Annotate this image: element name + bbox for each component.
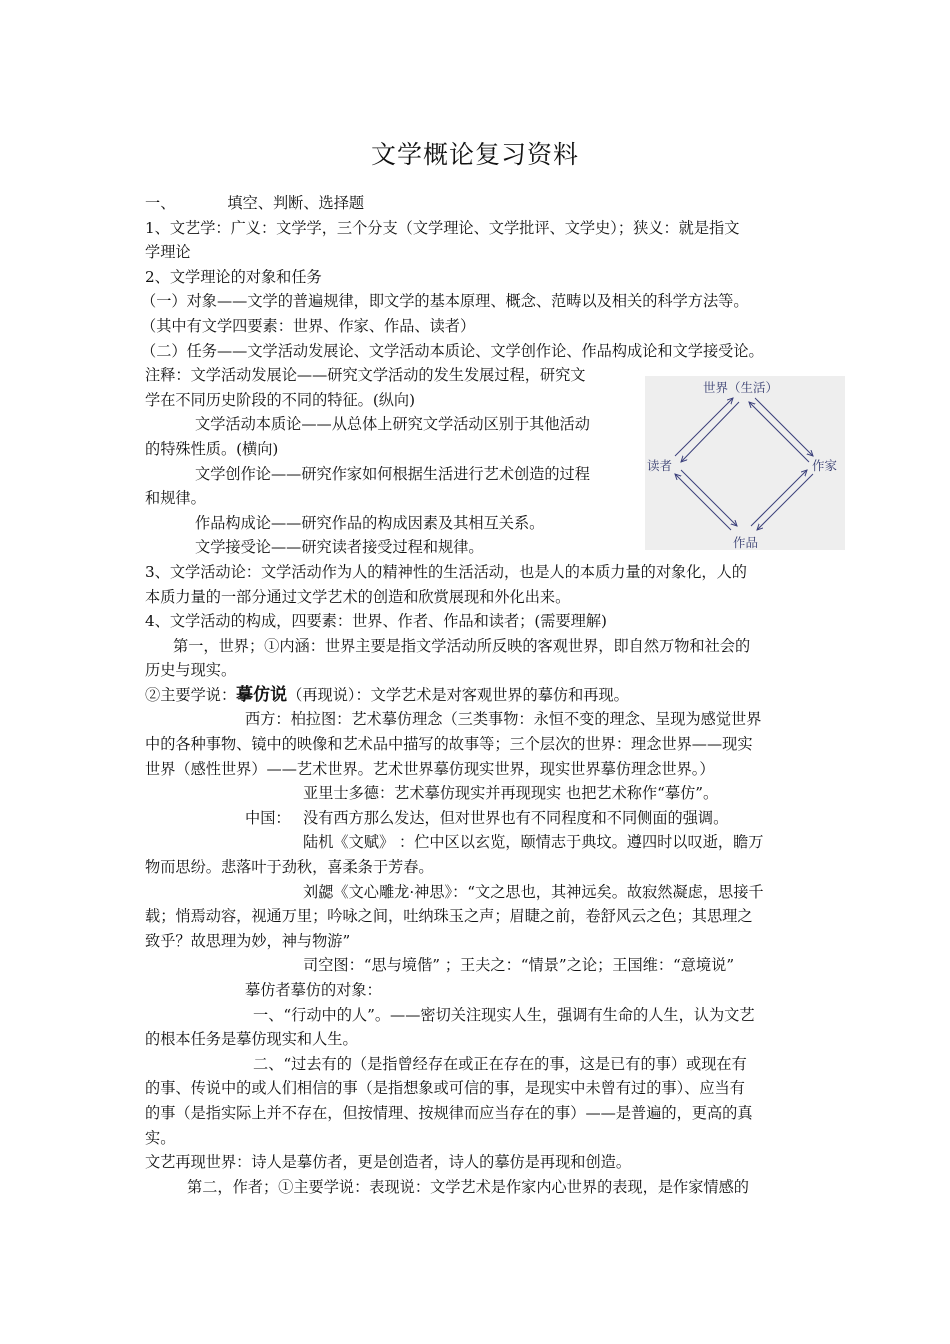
text: 没有西方那么发达，但对世界也有不同程度和不同侧面的强调。	[303, 808, 729, 827]
note-line: 的特殊性质。(横向)	[145, 439, 279, 458]
note-line: 文学活动本质论——从总体上研究文学活动区别于其他活动	[195, 415, 590, 434]
paragraph: 陆机《文赋》 ：伫中区以玄览，颐情志于典坟。遵四时以叹逝，瞻万	[303, 833, 764, 852]
paragraph: 中的各种事物、镜中的映像和艺术品中描写的故事等；三个层次的世界：理念世界——现实	[145, 735, 753, 754]
paragraph: 学理论	[145, 243, 191, 262]
section-heading	[145, 191, 813, 216]
text: （再现说）：文学艺术是对客观世界的摹仿和再现。	[287, 685, 629, 704]
paragraph	[145, 683, 813, 708]
note-line: 文学接受论——研究读者接受过程和规律。	[195, 538, 484, 557]
arrow-world-to-writer	[755, 398, 813, 456]
paragraph: 世界（感性世界）——艺术世界。艺术世界摹仿现实世界，现实世界摹仿理念世界。）	[145, 759, 715, 778]
paragraph: （一）对象——文学的普遍规律，即文学的基本原理、概念、范畴以及相关的科学方法等。	[141, 292, 749, 311]
arrow-writer-to-work	[757, 474, 813, 530]
paragraph: 亚里士多德：艺术摹仿现实并再现现实 也把艺术称作“摹仿”。	[303, 784, 719, 803]
paragraph: 2、文学理论的对象和任务	[145, 267, 322, 286]
paragraph: 的事、传说中的或人们相信的事（是指想象或可信的事，是现实中未曾有过的事）、应当有	[145, 1079, 745, 1098]
paragraph: 致乎？故思理为妙，神与物游”	[145, 931, 351, 950]
label: ②主要学说：	[145, 685, 237, 704]
paragraph: 本质力量的一部分通过文学艺术的创造和欣赏展现和外化出来。	[145, 587, 571, 606]
arrow-reader-to-world	[675, 398, 733, 456]
paragraph: 1、文艺学：广义：文学学，三个分支（文学理论、文学批评、文学史）；狭义：就是指文	[145, 218, 740, 237]
paragraph: 历史与现实。	[145, 661, 237, 680]
paragraph: 第一，世界；①内涵：世界主要是指文学活动所反映的客观世界，即自然万物和社会的	[173, 636, 751, 655]
arrow-writer-to-world	[749, 402, 809, 462]
note-line: 作品构成论——研究作品的构成因素及其相互关系。	[195, 513, 545, 532]
arrow-work-to-writer	[751, 470, 807, 526]
paragraph: 3、文学活动论：文学活动作为人的精神性的生活活动，也是人的本质力量的对象化，人的	[145, 562, 747, 581]
paragraph: 文艺再现世界：诗人是摹仿者，更是创造者，诗人的摹仿是再现和创造。	[145, 1153, 631, 1172]
note-line: 文学创作论——研究作家如何根据生活进行艺术创造的过程	[195, 464, 590, 483]
node-writer: 作家	[812, 458, 838, 473]
note-line: 和规律。	[145, 489, 206, 508]
paragraph: 一、“行动中的人”。——密切关注现实人生，强调有生命的人生，认为文艺	[253, 1005, 755, 1024]
four-elements-diagram	[645, 376, 845, 550]
paragraph: 实。	[145, 1128, 176, 1147]
paragraph: 刘勰《文心雕龙·神思》：“文之思也，其神远矣。故寂然凝虑，思接千	[303, 882, 764, 901]
note-line: 学在不同历史阶段的不同的特征。(纵向)	[145, 390, 416, 409]
paragraph: 4、文学活动的构成，四要素：世界、作者、作品和读者；(需要理解)	[145, 612, 607, 631]
paragraph: 二、“过去有的（是指曾经存在或正在存在的事，这是已有的事）或现在有	[253, 1054, 747, 1073]
emphasis-term: 摹仿说	[236, 684, 288, 705]
document-title: 文学概论复习资料	[370, 140, 579, 169]
section-title: 填空、判断、选择题	[227, 194, 365, 212]
paragraph: 物而思纷。悲落叶于劲秋，喜柔条于芳春。	[145, 858, 434, 877]
arrow-reader-to-work	[681, 470, 737, 526]
document-body	[141, 191, 813, 1199]
paragraph: （二）任务——文学活动发展论、文学活动本质论、文学创作论、作品构成论和文学接受论。	[141, 341, 764, 360]
section-number: 一、	[145, 194, 176, 212]
paragraph: 的事（是指实际上并不存在，但按情理、按规律而应当存在的事）——是普遍的，更高的真	[145, 1103, 753, 1122]
arrow-work-to-reader	[675, 474, 731, 530]
arrow-world-to-reader	[681, 402, 739, 462]
paragraph: 载；悄焉动容，视通万里；吟咏之间，吐纳珠玉之声；眉睫之前，卷舒风云之色；其思理之	[145, 907, 753, 926]
paragraph: （其中有文学四要素：世界、作家、作品、读者）	[141, 316, 476, 335]
node-reader: 读者	[647, 458, 673, 473]
paragraph: 第二，作者；①主要学说：表现说：文学艺术是作家内心世界的表现，是作家情感的	[187, 1177, 749, 1196]
note-line: 注释：文学活动发展论——研究文学活动的发生发展过程，研究文	[145, 366, 586, 385]
label: 中国：	[245, 808, 291, 827]
paragraph: 西方：柏拉图：艺术摹仿理念（三类事物：永恒不变的理念、呈现为感觉世界	[245, 710, 762, 729]
paragraph: 司空图：“思与境偕” ；王夫之：“情景”之论；王国维：“意境说”	[303, 956, 735, 975]
node-world: 世界（生活）	[703, 380, 779, 395]
node-work: 作品	[733, 535, 759, 550]
paragraph: 的根本任务是摹仿现实和人生。	[145, 1030, 358, 1049]
paragraph: 摹仿者摹仿的对象：	[245, 981, 382, 999]
paragraph	[145, 806, 813, 831]
